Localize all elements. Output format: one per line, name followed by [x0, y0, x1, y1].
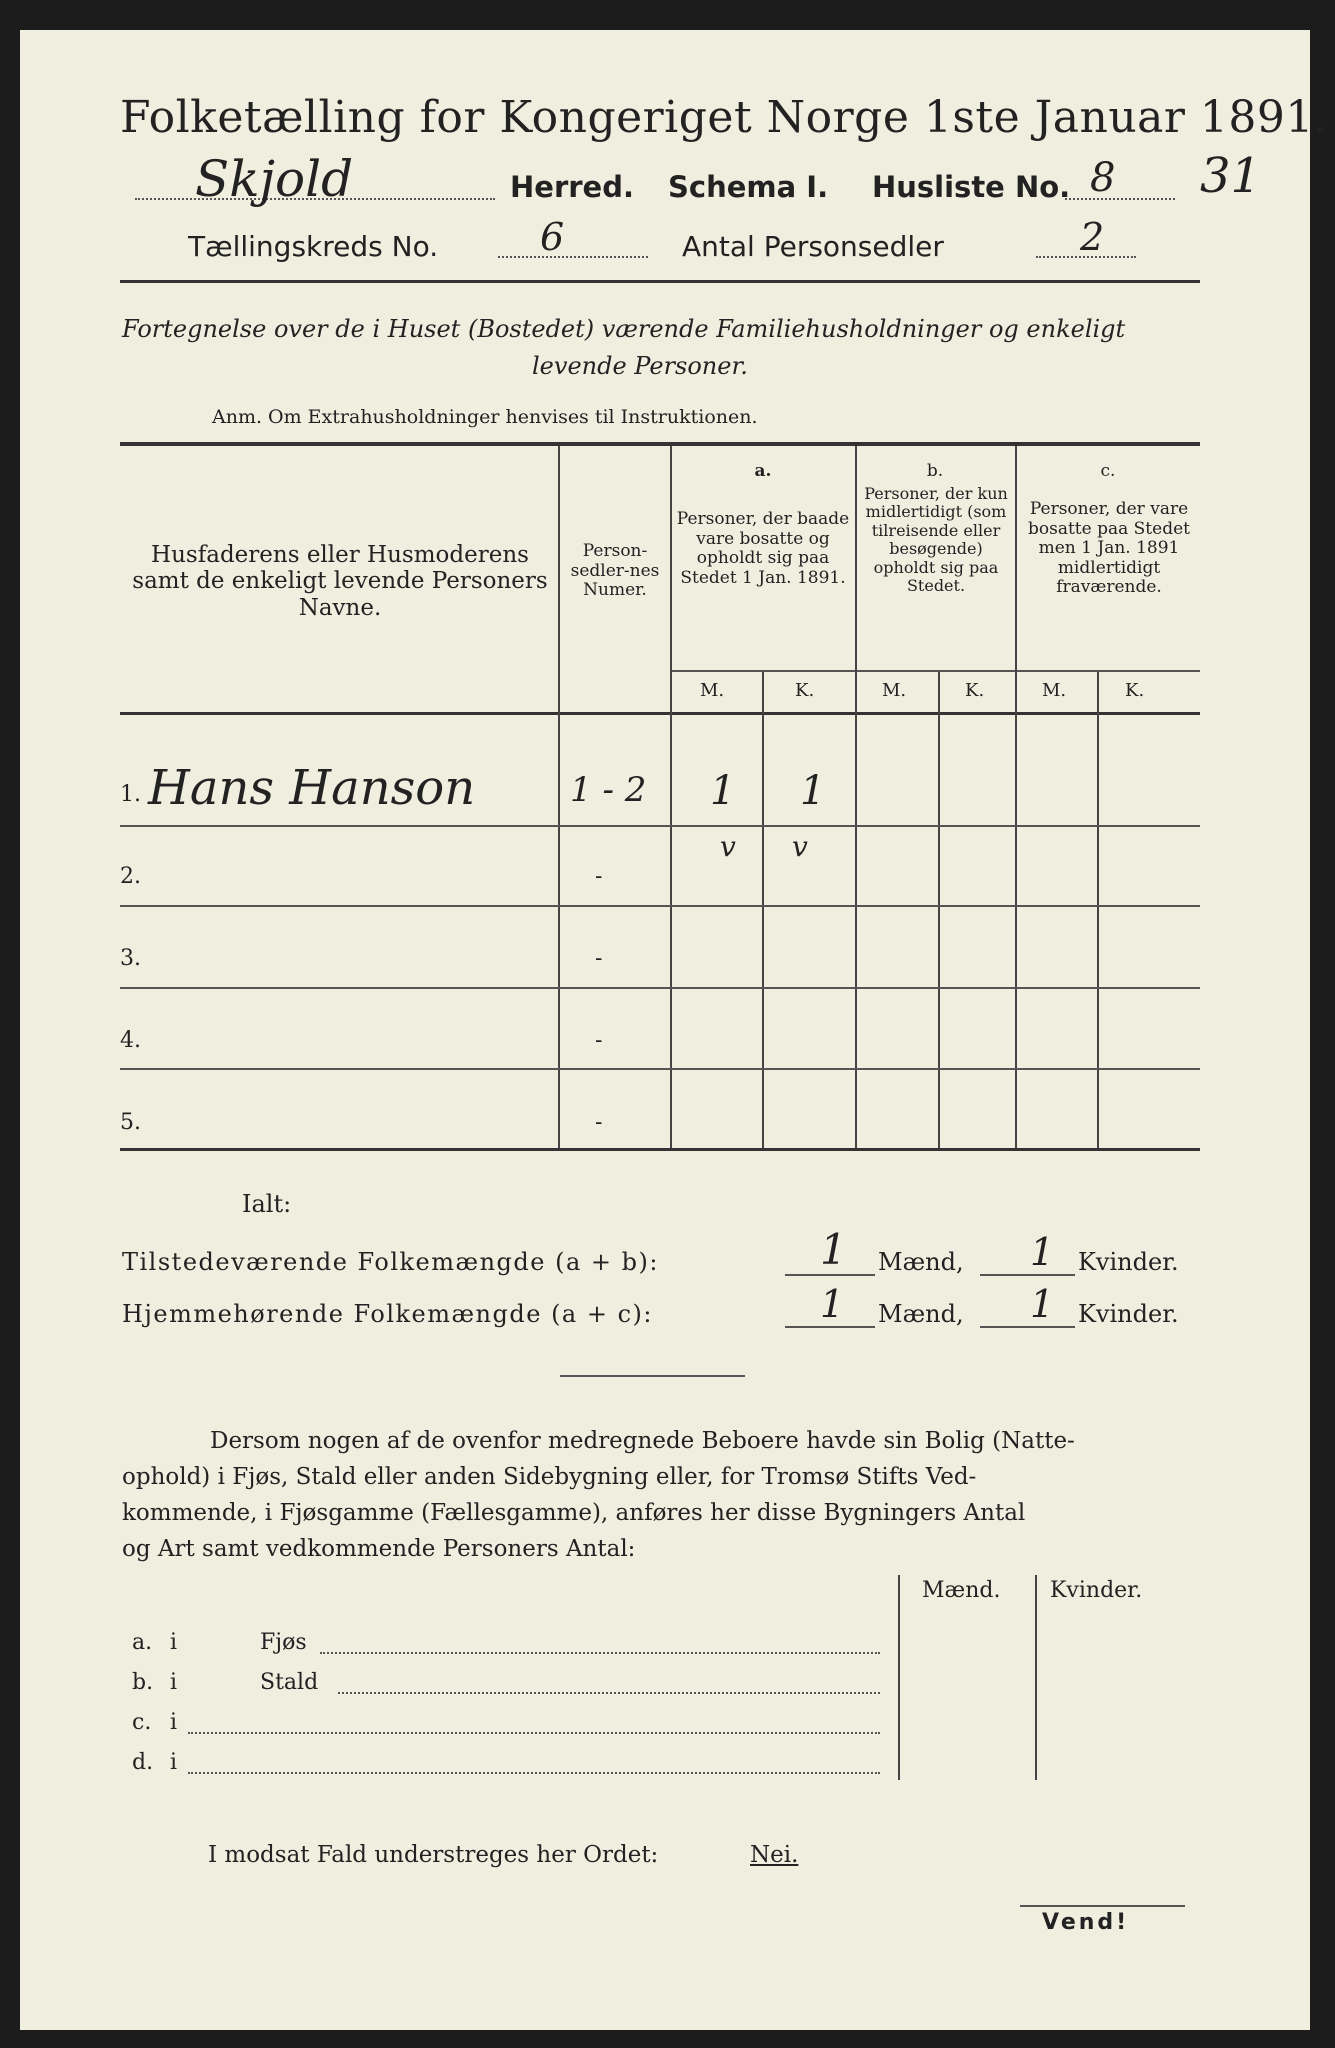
vend-rule	[1020, 1905, 1185, 1907]
item-letter: b.	[132, 1670, 154, 1695]
section-divider	[560, 1375, 745, 1377]
form-title: Folketælling for Kongeriget Norge 1ste Januar 1891.	[120, 92, 1329, 143]
b-k-label: K.	[965, 680, 985, 701]
husliste-label: Husliste No.	[872, 170, 1071, 204]
herred-label: Herred.	[510, 170, 634, 204]
table-header-rule	[120, 712, 1200, 715]
kreds-label: Tællingskreds No.	[188, 230, 439, 263]
c-m-label: M.	[1042, 680, 1067, 701]
ialt-label: Ialt:	[242, 1190, 292, 1218]
col-line-2	[670, 446, 672, 1148]
item-label: Stald	[260, 1670, 319, 1695]
intro-line-2: levende Personer.	[532, 352, 748, 380]
tilstede-k-line	[980, 1274, 1075, 1276]
row-num: -	[595, 864, 603, 889]
tilstede-k-value: 1	[1030, 1230, 1055, 1274]
table-top-rule	[120, 442, 1200, 446]
tilstede-m-value: 1	[820, 1225, 847, 1274]
vend-text: Vend!	[1042, 1910, 1130, 1935]
intro-line-1: Fortegnelse over de i Huset (Bostedet) værende Familiehusholdninger og enkeligt	[122, 315, 1126, 343]
herred-value: Skjold	[195, 150, 354, 208]
table-bottom-rule	[120, 1148, 1200, 1151]
row-rule-2	[120, 905, 1200, 907]
row-a-k: 1	[800, 768, 826, 814]
col-header-a: Personer, der baade vare bosatte og opholdt sig paa Stedet 1 Jan. 1891.	[676, 509, 850, 588]
col-line-4	[855, 446, 857, 1148]
row-a-k: v	[792, 830, 808, 863]
item-dotline	[338, 1692, 880, 1694]
col-line-1	[558, 446, 560, 1148]
antal-label: Antal Personsedler	[682, 230, 944, 263]
schema-label: Schema I.	[668, 170, 829, 204]
row-num: -	[595, 1110, 603, 1135]
header-rule	[120, 280, 1200, 283]
note-col-line-2	[1035, 1575, 1037, 1780]
item-label: Fjøs	[260, 1630, 307, 1655]
note-line-3: kommende, i Fjøsgamme (Fællesgamme), anføres her disse Bygningers Antal	[122, 1500, 1026, 1526]
item-letter: a.	[132, 1630, 153, 1655]
a-k-label: K.	[795, 680, 815, 701]
note-col-line-1	[898, 1575, 900, 1780]
hjemme-k-value: 1	[1030, 1282, 1055, 1326]
hjemme-m-value: 1	[820, 1282, 845, 1326]
note-line-1: Dersom nogen af de ovenfor medregnede Beboere havde sin Bolig (Natte-	[210, 1428, 1075, 1454]
item-i: i	[170, 1670, 178, 1695]
col-header-c: Personer, der vare bosatte paa Stedet men 1 Jan. 1891 midlertidigt fraværende.	[1028, 499, 1190, 598]
item-i: i	[170, 1750, 178, 1775]
col-header-c-letter: c.	[1100, 461, 1116, 481]
col-header-num: Person-sedler-nes Numer.	[570, 541, 660, 601]
row-num: 1 - 2	[570, 770, 647, 810]
tilstede-label: Tilstedeværende Folkemængde (a + b):	[122, 1248, 659, 1276]
row-name: Hans Hanson	[148, 760, 476, 816]
item-dotline	[188, 1732, 880, 1734]
col-header-name: Husfaderens eller Husmoderens samt de enkeligt levende Personers Navne.	[132, 542, 548, 621]
item-i: i	[170, 1710, 178, 1735]
row-number: 2.	[120, 864, 141, 889]
kreds-value: 6	[540, 215, 565, 259]
note-col-maend: Mænd.	[922, 1578, 1001, 1603]
item-dotline	[320, 1652, 880, 1654]
row-number: 1.	[120, 782, 141, 807]
kreds-dotline	[498, 256, 648, 258]
hjemme-maend: Mænd,	[878, 1300, 964, 1328]
item-letter: c.	[132, 1710, 152, 1735]
modsat-text: I modsat Fald understreges her Ordet:	[208, 1842, 659, 1868]
row-num: -	[595, 1028, 603, 1053]
antal-value: 2	[1080, 215, 1105, 259]
col-line-7	[1097, 672, 1099, 1148]
row-rule-3	[120, 987, 1200, 989]
col-line-6	[1015, 446, 1017, 1148]
hjemme-kvinder: Kvinder.	[1078, 1300, 1179, 1328]
row-num: -	[595, 946, 603, 971]
row-rule-1	[120, 825, 1200, 827]
hjemme-k-line	[980, 1326, 1075, 1328]
note-line-2: ophold) i Fjøs, Stald eller anden Sidebygning eller, for Tromsø Stifts Ved-	[122, 1464, 977, 1490]
col-header-a-letter: a.	[754, 461, 772, 481]
hjemme-label: Hjemmehørende Folkemængde (a + c):	[122, 1300, 653, 1328]
item-letter: d.	[132, 1750, 154, 1775]
col-header-b: Personer, der kun midlertidigt (som tilreisende eller besøgende) opholdt sig paa Stedet.	[864, 484, 1008, 595]
husliste-dotline	[1065, 198, 1175, 200]
item-i: i	[170, 1630, 178, 1655]
note-col-kvinder: Kvinder.	[1050, 1578, 1143, 1603]
tilstede-maend: Mænd,	[878, 1248, 964, 1276]
a-m-label: M.	[700, 680, 725, 701]
row-number: 4.	[120, 1028, 141, 1053]
note-line-4: og Art samt vedkommende Personers Antal:	[122, 1536, 636, 1562]
col-header-b-letter: b.	[926, 461, 944, 481]
page-note: 31	[1200, 148, 1262, 204]
row-a-m: 1	[710, 768, 736, 814]
tilstede-m-line	[785, 1274, 875, 1276]
hjemme-m-line	[785, 1326, 875, 1328]
item-dotline	[188, 1772, 880, 1774]
census-form-page	[20, 30, 1329, 2030]
row-rule-4	[120, 1068, 1200, 1070]
col-line-3	[762, 672, 764, 1148]
anm-note: Anm. Om Extrahusholdninger henvises til Instruktionen.	[212, 406, 758, 428]
husliste-value: 8	[1090, 155, 1116, 201]
tilstede-kvinder: Kvinder.	[1078, 1248, 1179, 1276]
mk-rule	[670, 670, 1200, 672]
row-number: 5.	[120, 1110, 141, 1135]
nei-word: Nei.	[750, 1842, 799, 1868]
row-a-m: v	[720, 830, 736, 863]
c-k-label: K.	[1125, 680, 1145, 701]
b-m-label: M.	[882, 680, 907, 701]
col-line-5	[938, 672, 940, 1148]
row-number: 3.	[120, 946, 141, 971]
